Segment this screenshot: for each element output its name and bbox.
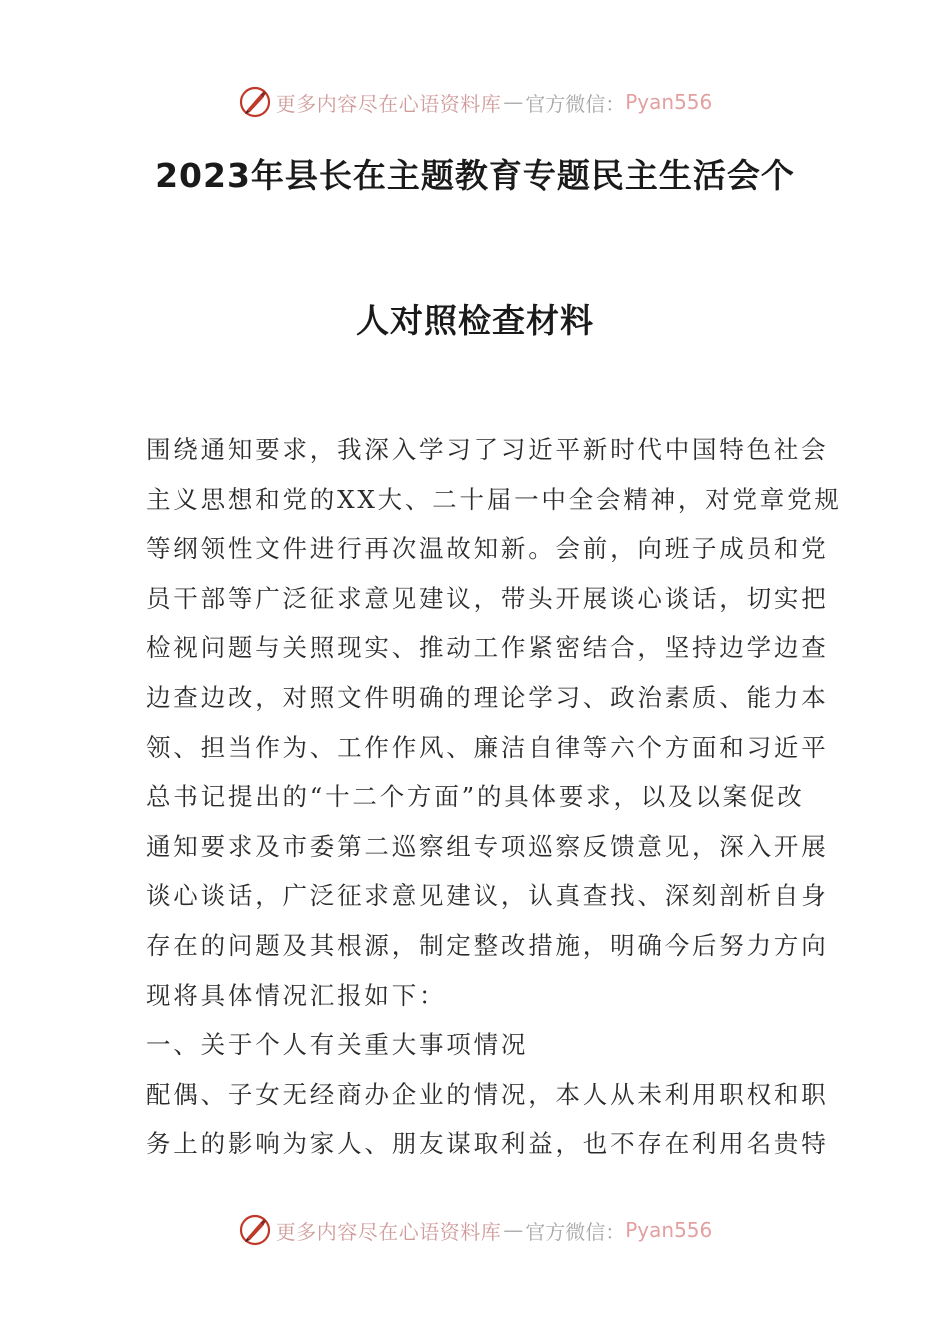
document-title-line-1: 2023年县长在主题教育专题民主生活会个 xyxy=(155,156,795,195)
body-line: 存在的问题及其根源，制定整改措施，明确今后努力方向 xyxy=(146,930,829,960)
footer-banner xyxy=(0,1210,950,1250)
body-line: 围绕通知要求，我深入学习了习近平新时代中国特色社会 xyxy=(146,435,829,464)
body-line: 领、担当作为、工作作风、廉洁自律等六个方面和习近平 xyxy=(146,732,829,762)
banner-contact-label: 官方微信： xyxy=(525,91,626,116)
body-line: 配偶、子女无经商办企业的情况，本人从未利用职权和职 xyxy=(146,1079,829,1109)
banner-wechat-id: Pyan556 xyxy=(625,1218,713,1242)
body-line: 通知要求及市委第二巡察组专项巡察反馈意见，深入开展 xyxy=(146,831,829,861)
banner-contact-label: 官方微信： xyxy=(525,1219,626,1244)
body-line: 现将具体情况汇报如下： xyxy=(146,980,447,1010)
body-line: 等纲领性文件进行再次温故知新。会前，向班子成员和党 xyxy=(146,534,829,564)
banner-wechat-id: Pyan556 xyxy=(625,90,713,114)
banner-promo-text: 更多内容尽在心语资料库 xyxy=(275,1219,502,1244)
banner-separator: — xyxy=(503,1218,524,1242)
body-line: 主义思想和党的XX大、二十届一中全会精神，对党章党规 xyxy=(146,484,842,514)
document-body xyxy=(146,425,842,1169)
document-title-line-2: 人对照检查材料 xyxy=(356,301,594,340)
pen-logo-icon xyxy=(238,85,272,119)
header-banner xyxy=(0,82,950,122)
body-line: 总书记提出的“十二个方面”的具体要求，以及以案促改 xyxy=(146,782,805,812)
body-line: 谈心谈话，广泛征求意见建议，认真查找、深刻剖析自身 xyxy=(146,881,829,911)
body-line: 务上的影响为家人、朋友谋取利益，也不存在利用名贵特 xyxy=(146,1129,829,1159)
pen-logo-icon xyxy=(238,1213,272,1247)
body-line: 员干部等广泛征求意见建议，带头开展谈心谈话，切实把 xyxy=(146,583,829,613)
body-line: 边查边改，对照文件明确的理论学习、政治素质、能力本 xyxy=(146,682,829,712)
section-heading: 一、关于个人有关重大事项情况 xyxy=(146,1030,529,1060)
banner-promo-text: 更多内容尽在心语资料库 xyxy=(275,91,502,116)
body-line: 检视问题与关照现实、推动工作紧密结合，坚持边学边查 xyxy=(146,633,829,663)
banner-separator: — xyxy=(503,90,524,114)
